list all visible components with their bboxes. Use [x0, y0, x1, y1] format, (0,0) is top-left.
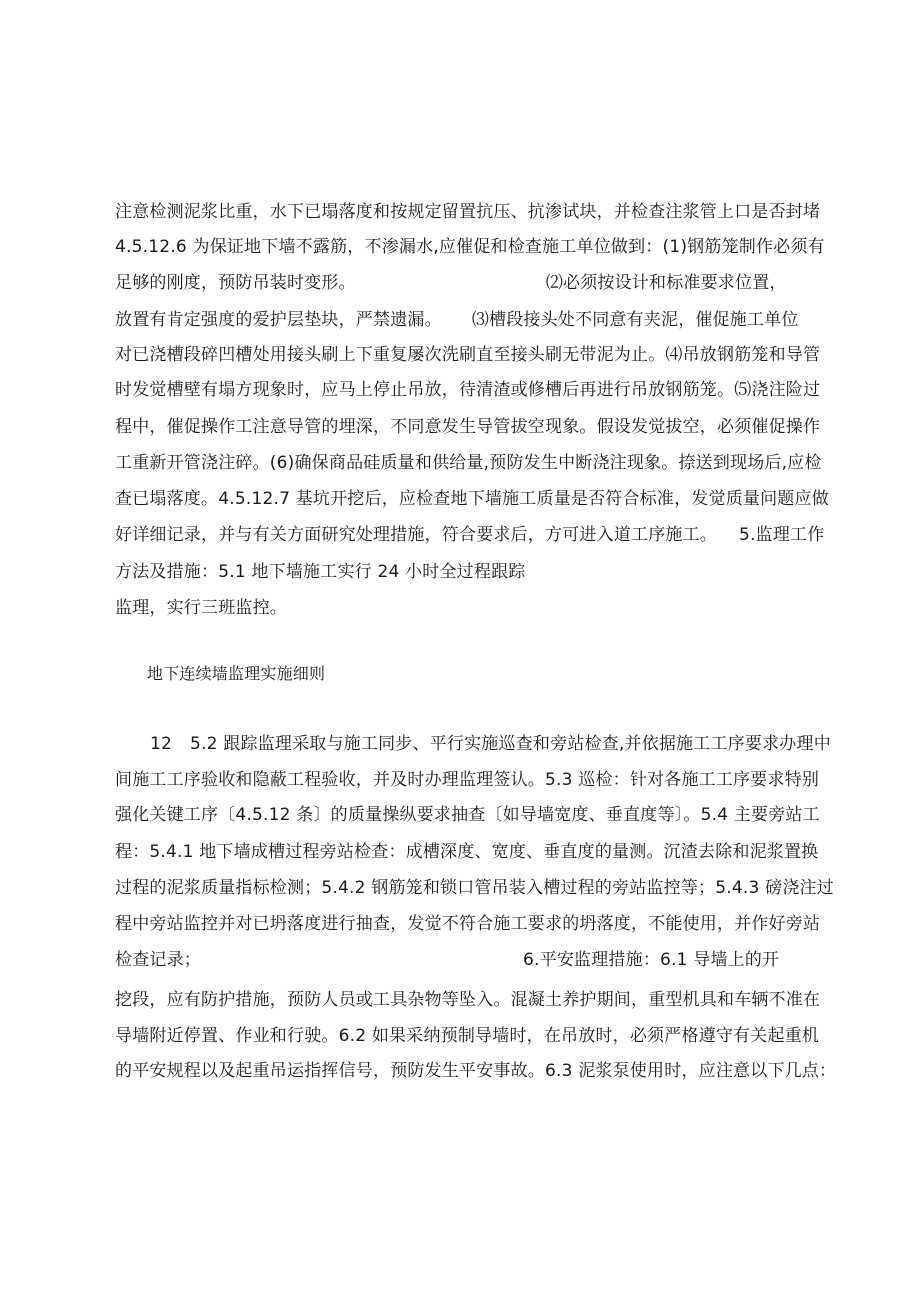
paragraph-line [115, 308, 799, 332]
paragraph-line [115, 271, 787, 295]
paragraph-line: 方法及措施：5.1 地下墙施工实行 24 小时全过程跟踪 [115, 562, 526, 582]
text-segment: 足够的刚度，预防吊装时变形。 [115, 273, 356, 293]
paragraph-line: 导墙附近停置、作业和行驶。6.2 如果采纳预制导墙时，在吊放时，必须严格遵守有关起重机 [115, 1026, 820, 1046]
paragraph-line [115, 948, 779, 972]
text-segment: 检查记录； [115, 950, 201, 970]
page-number: 12 [150, 734, 173, 754]
paragraph-line: 注意检测泥浆比重，水下已塌落度和按规定留置抗压、抗渗试块，并检查注浆管上口是否封堵 [115, 202, 821, 222]
paragraph-line [150, 732, 831, 756]
paragraph-line: 挖段，应有防护措施，预防人员或工具杂物等坠入。混凝土养护期间，重型机具和车辆不准在 [115, 990, 821, 1010]
text-segment: ⑵必须按设计和标准要求位置， [545, 273, 787, 293]
paragraph-line: 4.5.12.6 为保证地下墙不露筋，不渗漏水,应催促和检查施工单位做到：(1)钢筋笼制作必须有 [115, 237, 825, 257]
text-segment: 5.监理工作 [739, 525, 825, 545]
paragraph-line: 工重新开管浇注碎。(6)确保商品硅质量和供给量,预防发生中断浇注现象。捺送到现场后,应检 [115, 453, 822, 473]
paragraph-line: 监理，实行三班监控。 [115, 598, 287, 618]
paragraph-line: 过程的泥浆质量指标检测；5.4.2 钢筋笼和锁口管吊装入槽过程的旁站监控等；5.4.3 磅浇注过 [115, 878, 834, 898]
document-title: 地下连续墙监理实施细则 [147, 664, 326, 683]
text-segment: 好详细记录，并与有关方面研究处理措施，符合要求后，方可进入道工序施工。 [115, 525, 717, 545]
paragraph-line: 的平安规程以及起重吊运指挥信号，预防发生平安事故。6.3 泥浆泵使用时，应注意以下几点： [115, 1061, 837, 1081]
paragraph-line: 程：5.4.1 地下墙成槽过程旁站检查：成槽深度、宽度、垂直度的量测。沉渣去除和泥浆置换 [115, 842, 819, 862]
text-segment: 5.2 跟踪监理采取与施工同步、平行实施巡查和旁站检查,并依据施工工序要求办理中 [190, 734, 831, 754]
paragraph-line: 查已塌落度。4.5.12.7 基坑开挖后，应检查地下墙施工质量是否符合标准，发觉质量问题应做 [115, 489, 829, 509]
text-segment: 6.平安监理措施：6.1 导墙上的开 [523, 950, 780, 970]
paragraph-line [115, 523, 824, 547]
text-segment: ⑶槽段接头处不同意有夹泥，催促施工单位 [471, 310, 799, 330]
text-segment: 放置有肯定强度的爱护层垫块，严禁遗漏。 [115, 310, 442, 330]
paragraph-line: 程中旁站监控并对已坍落度进行抽查，发觉不符合施工要求的坍落度，不能使用，并作好旁站 [115, 914, 821, 934]
paragraph-line: 强化关键工序〔4.5.12 条〕的质量操纵要求抽查〔如导墙宽度、垂直度等〕。5.4 主要旁站工 [115, 805, 820, 825]
paragraph-line: 程中，催促操作工注意导管的埋深，不同意发生导管拔空现象。假设发觉拔空，必须催促操作 [115, 417, 821, 437]
paragraph-line: 间施工工序验收和隐蔽工程验收，并及时办理监理签认。5.3 巡检：针对各施工工序要求特别 [115, 770, 820, 790]
paragraph-line: 对已浇槽段碎凹槽处用接头刷上下重复屡次洗刷直至接头刷无带泥为止。⑷吊放钢筋笼和导管 [115, 345, 821, 365]
paragraph-line: 时发觉槽壁有塌方现象时，应马上停止吊放，待清渣或修槽后再进行吊放钢筋笼。⑸浇注险过 [115, 380, 821, 400]
